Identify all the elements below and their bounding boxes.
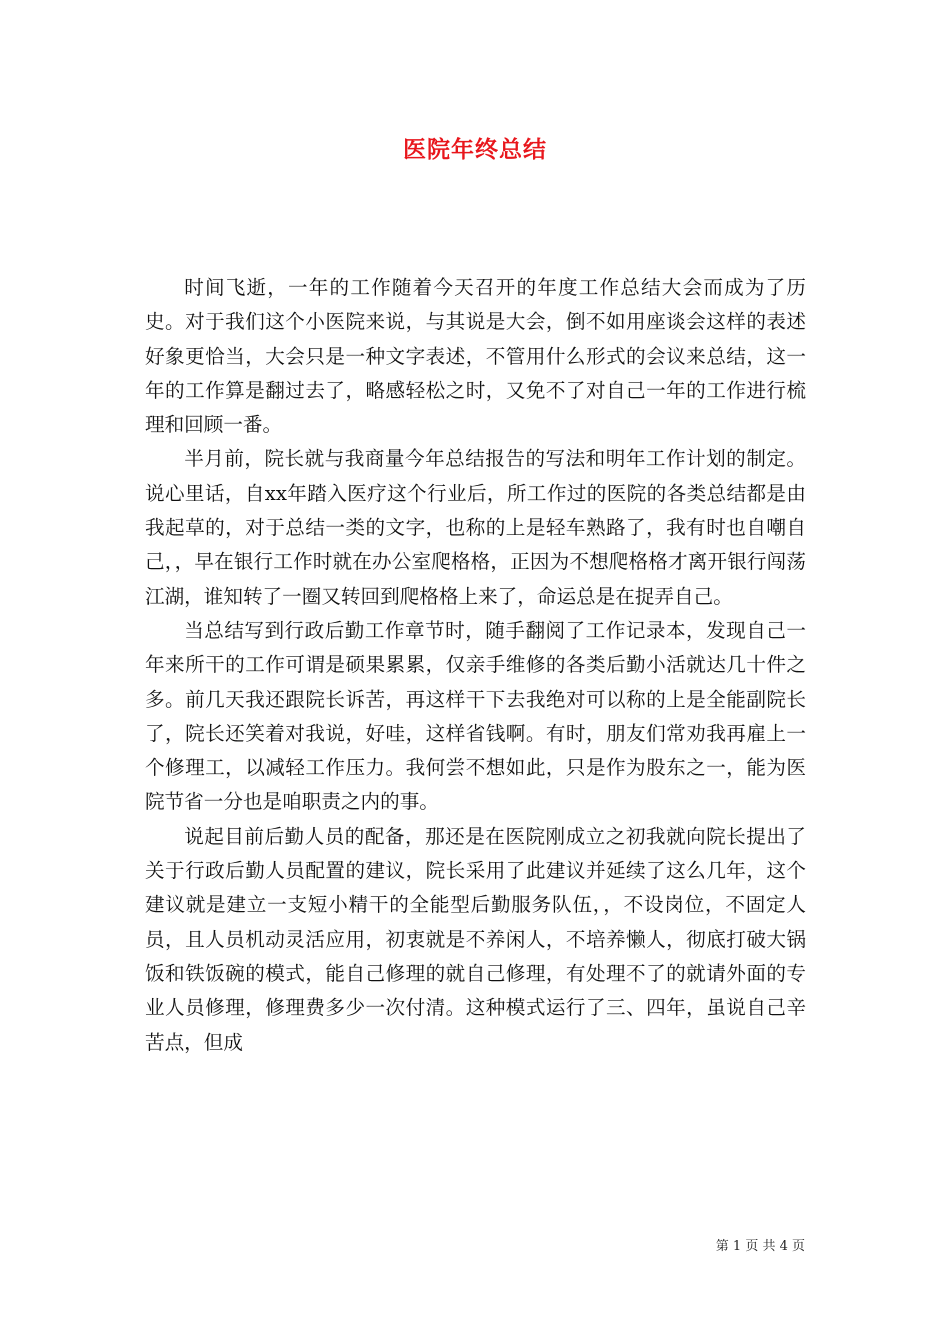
document-title: 医院年终总结 [403,136,547,163]
paragraph-2: 半月前，院长就与我商量今年总结报告的写法和明年工作计划的制定。说心里话，自xx年踏入医疗这个行业后，所工作过的医院的各类总结都是由我起草的，对于总结一类的文字，也称的上是轻车熟路了，我有时也自嘲自己，，早在银行工作时就在办公室爬格格，正因为不想爬格格才离开银行闯荡江湖，谁知转了一圈又转回到爬格格上来了，命运总是在捉弄自己。 [145,447,806,608]
paragraph-1: 时间飞逝，一年的工作随着今天召开的年度工作总结大会而成为了历史。对于我们这个小医院来说，与其说是大会，倒不如用座谈会这样的表述好象更恰当，大会只是一种文字表述，不管用什么形式的会议来总结，这一年的工作算是翻过去了，略感轻松之时，又免不了对自己一年的工作进行梳理和回顾一番。 [145,276,806,437]
paragraph-4: 说起目前后勤人员的配备，那还是在医院刚成立之初我就向院长提出了关于行政后勤人员配置的建议，院长采用了此建议并延续了这么几年，这个建议就是建立一支短小精干的全能型后勤服务队伍，，不设岗位，不固定人员，且人员机动灵活应用，初衷就是不养闲人，不培养懒人，彻底打破大锅饭和铁饭碗的模式，能自己修理的就自己修理，有处理不了的就请外面的专业人员修理，修理费多少一次付清。这种模式运行了三、四年，虽说自己辛苦点，但成 [145,824,806,1054]
document-body [145,271,806,1060]
paragraph-3: 当总结写到行政后勤工作章节时，随手翻阅了工作记录本，发现自己一年来所干的工作可谓是硕果累累，仅亲手维修的各类后勤小活就达几十件之多。前几天我还跟院长诉苦，再这样干下去我绝对可以称的上是全能副院长了，院长还笑着对我说，好哇，这样省钱啊。有时，朋友们常劝我再雇上一个修理工，以减轻工作压力。我何尝不想如此，只是作为股东之一，能为医院节省一分也是咱职责之内的事。 [145,618,806,814]
page-number: 第 1 页 共 4 页 [715,1239,805,1254]
